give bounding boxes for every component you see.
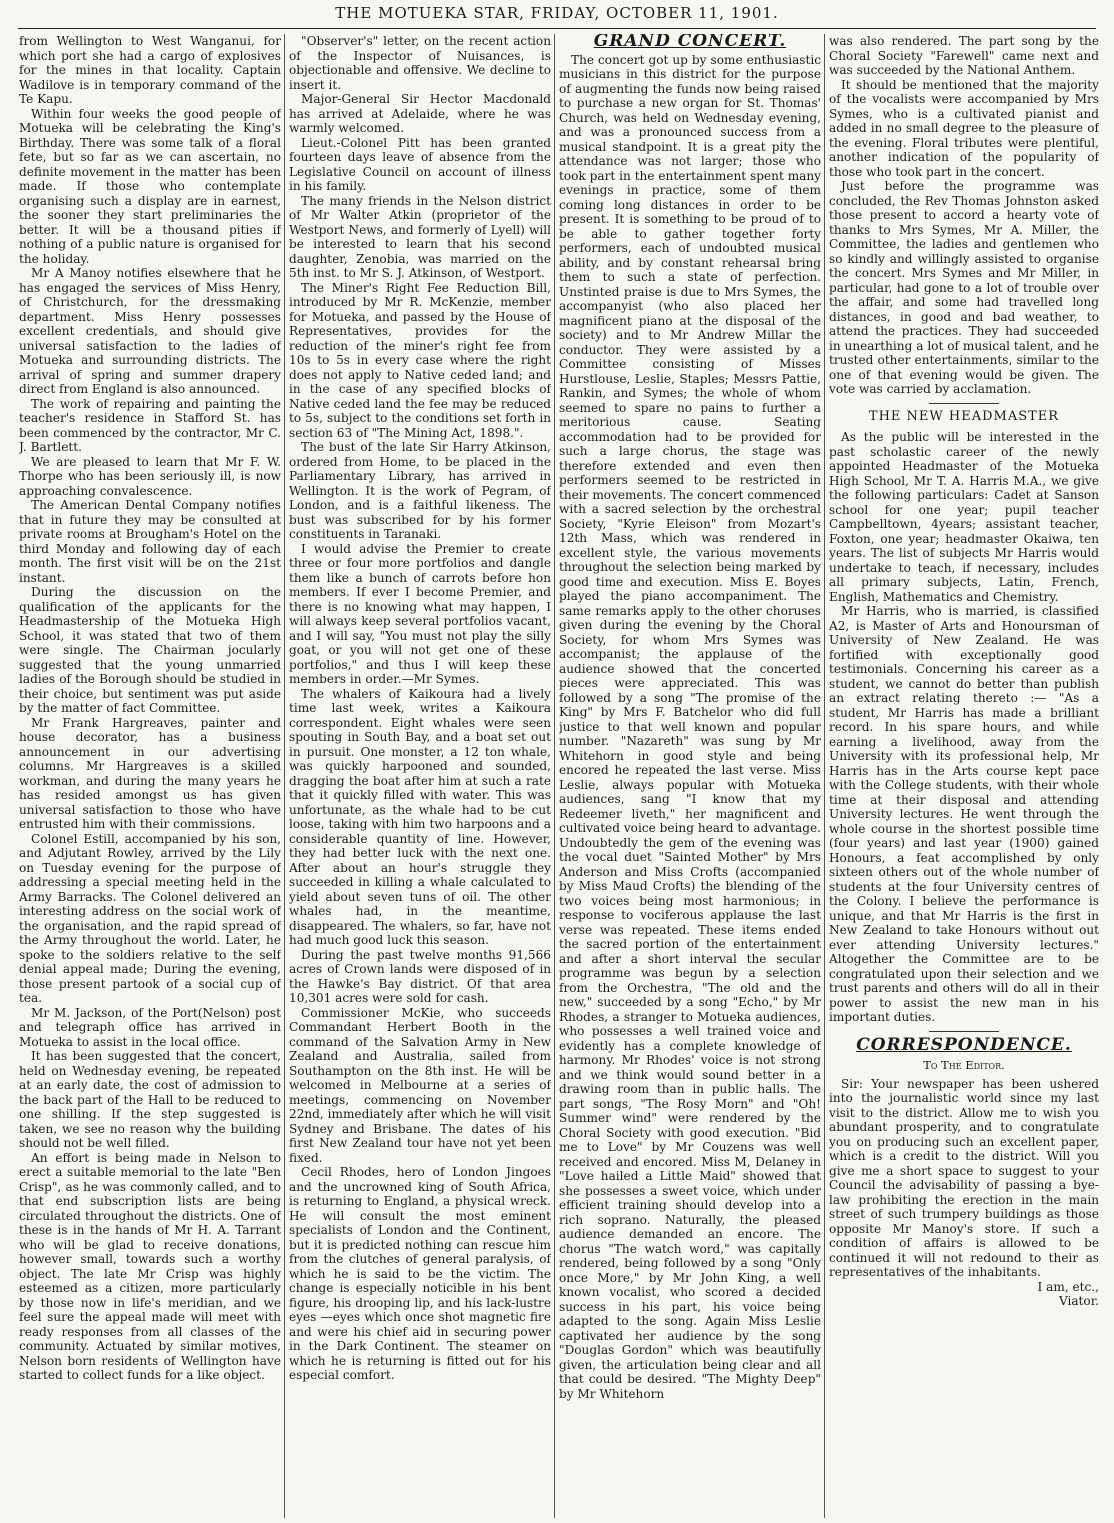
masthead: THE MOTUEKA STAR, FRIDAY, OCTOBER 11, 1901. (335, 4, 779, 22)
news-paragraph: Colonel Estill, accompanied by his son, and Adjutant Rowley, arrived by the Lily on Tuesday evening for the purpose of addressing a special meeting held in the Army Barracks. The Colonel delivered an interesting address on the social work of the organisation, and the rapid spread of the Army throughout the world. Later, he spoke to the soldiers relative to the self denial appeal made; During the evening, those present partook of a social cup of tea. (19, 831, 281, 1005)
news-paragraph: We are pleased to learn that Mr F. W. Thorpe who has been seriously ill, is now approaching convalescence. (19, 454, 281, 498)
column-divider (284, 34, 285, 1518)
letter-closing: I am, etc., (1037, 1279, 1099, 1294)
letter-signature: Viator. (1058, 1294, 1099, 1308)
news-paragraph: The many friends in the Nelson district of Mr Walter Atkin (proprietor of the Westport News, and formerly of Lyell) will be interested to learn that his second daughter, Zenobia, was married on the 5th inst. to Mr S. J. Atkinson, of Westport. (289, 193, 551, 280)
news-paragraph: from Wellington to West Wanganui, for which port she had a cargo of explosives for the mines in that locality. Captain Wadilove is in temporary command of the Te Kapu. (19, 34, 281, 106)
news-paragraph: The American Dental Company notifies that in future they may be consulted at private rooms at Brougham's Hotel on the third Monday and following day of each month. The first visit will be on the 21st instant. (19, 498, 281, 585)
correspondence-heading: CORRESPONDENCE. (856, 1034, 1072, 1055)
news-paragraph: Within four weeks the good people of Motueka will be celebrating the King's Birthday. There was some talk of a floral fete, but so far as we can ascertain, no definite movement in the matter has been made. If those who contemplate organising such a display are in earnest, the sooner they start preliminaries the better. It will be a thousand pities if nothing of a public nature is organised for the holiday. (19, 106, 281, 266)
column-1 (19, 34, 281, 1518)
news-paragraph: I would advise the Premier to create three or four more portfolios and dangle them like a bunch of carrots before hon members. If ever I become Premier, and there is no knowing what may happen, I will always keep several portfolios vacant, and I will say, "You must not play the silly goat, or you will not get one of these portfolios," and thus I will keep these members in order.—Mr Symes. (289, 541, 551, 686)
news-paragraph: Cecil Rhodes, hero of London Jingoes and the uncrowned king of South Africa, is returning to England, a physical wreck. He will consult the most eminent specialists of London and the Continent, but it is predicted nothing can rescue him from the clutches of general paralysis, of which he is said to be the victim. The change is especially noticible in his bent figure, his drooping lip, and his lack-lustre eyes —eyes which once shot magnetic fire and were his chief aid in securing power in the Dark Continent. The steamer on which he is returning is fitted out for his especial comfort. (289, 1165, 551, 1382)
headmaster-heading: THE NEW HEADMASTER (868, 408, 1060, 424)
news-paragraph: Major-General Sir Hector Macdonald has arrived at Adelaide, where he was warmly welcomed. (289, 92, 551, 135)
column-4 (829, 34, 1099, 1518)
headmaster-article: Mr Harris, who is married, is classified A2, is Master of Arts and Honoursman of University of New Zealand. He was fortified with exceptionally good testimonials. Concerning his career as a student, we cannot do better than publish an extract relating thereto :— "As a student, Mr Harris has made a brilliant record. In his spare hours, and while earning a livelihood, away from the University with its professional help, Mr Harris has in the Arts course kept pace with the College students, with their whole time at their disposal and attending University lectures. He went through the whole course in the shortest possible time (four years) and last year (1900) gained Honours, a feat accomplished by only sixteen others out of the whole number of students at the four University centres of the Colony. I believe the performance is unique, and that Mr Harris is the first in New Zealand to take Honours without out ever attending University lectures." Altogether the Committee are to be congratulated upon their selection and we trust parents and others will do all in their power to assist the new man in his important duties. (829, 604, 1099, 1024)
column-2 (289, 34, 551, 1518)
news-paragraph: Lieut.-Colonel Pitt has been granted fourteen days leave of absence from the Legislative Council on account of illness in his family. (289, 135, 551, 193)
news-paragraph: During the discussion on the qualification of the applicants for the Headmastership of the Motueka High School, it was stated that two of them were single. The Chairman jocularly suggested that the young unmarried ladies of the Borough should be studied in their choice, but sentiment was put aside by the matter of fact Committee. (19, 585, 281, 715)
news-paragraph: "Observer's" letter, on the recent action of the Inspector of Nuisances, is objectionable and offensive. We decline to insert it. (289, 34, 551, 92)
column-divider (824, 34, 825, 1518)
section-divider (929, 403, 999, 404)
column-divider (554, 34, 555, 1518)
concert-report-continued: Just before the programme was concluded, the Rev Thomas Johnston asked those present to accord a hearty vote of thanks to Mrs Symes, Mr A. Miller, the Committee, the ladies and gentlemen who so kindly and willingly assisted to organise the concert. Mrs Symes and Mr Miller, in particular, had gone to a lot of trouble over the affair, and some had travelled long distances, in good and bad weather, to attend the practices. They had succeeded in unearthing a lot of musical talent, and he trusted other entertainments, similar to the one of that evening would be given. The vote was carried by acclamation. (829, 179, 1099, 396)
news-paragraph: The bust of the late Sir Harry Atkinson, ordered from Home, to be placed in the Parliamentary Library, has arrived in Wellington. It is the work of Pegram, of London, and is a faithful likeness. The bust was subscribed for by his former constituents in Taranaki. (289, 440, 551, 541)
headmaster-article: As the public will be interested in the past scholastic career of the newly appointed Headmaster of the Motueka High School, Mr T. A. Harris M.A., we give the following particulars: Cadet at Sanson school for one year; pupil teacher Campbelltown, 4years; assistant teacher, Foxton, one year; headmaster Okaiwa, ten years. The list of subjects Mr Harris would undertake to teach, if necessary, includes all primary subjects, Latin, French, English, Mathematics and Chemistry. (829, 430, 1099, 604)
letter-salutation: To The Editor. (923, 1058, 1005, 1072)
news-paragraph: Mr Frank Hargreaves, painter and house decorator, has a business announcement in our advertising columns. Mr Hargreaves is a skilled workman, and during the many years he has resided amongst us has given universal satisfaction to those who have entrusted him with their commissions. (19, 715, 281, 831)
news-paragraph: Commissioner McKie, who succeeds Commandant Herbert Booth in the command of the Salvation Army in New Zealand and Australia, sailed from Southampton on the 8th inst. He will be welcomed in Melbourne at a series of meetings, commencing on November 22nd, immediately after which he will visit Sydney and Brisbane. The dates of his first New Zealand tour have not yet been fixed. (289, 1005, 551, 1165)
news-paragraph: Mr A Manoy notifies elsewhere that he has engaged the services of Miss Henry, of Christchurch, for the dressmaking department. Miss Henry possesses excellent credentials, and should give universal satisfaction to the ladies of Motueka and surrounding districts. The arrival of spring and summer drapery direct from England is also announced. (19, 266, 281, 396)
news-paragraph: The work of repairing and painting the teacher's residence in Stafford St. has been commenced by the contractor, Mr C. J. Bartlett. (19, 396, 281, 454)
news-paragraph: An effort is being made in Nelson to erect a suitable memorial to the late "Ben Crisp", as he was commonly called, and to that end subscription lists are being circulated throughout the districts. One of these is in the hands of Mr H. A. Tarrant who will be glad to receive donations, however small, towards such a worthy object. The late Mr Crisp was highly esteemed as a citizen, more particularly by those now in life's meridian, and we feel sure the appeal made will meet with ready responses from all classes of the community. Actuated by similar motives, Nelson born residents of Wellington have started to collect funds for a like object. (19, 1150, 281, 1382)
letter-body: Sir: Your newspaper has been ushered into the journalistic world since my last visit to the district. Allow me to wish you abundant prosperity, and to congratulate you on producing such an excellent paper, which is a credit to the district. Will you give me a short space to suggest to your Council the advisability of passing a bye-law prohibiting the erection in the main street of such trumpery buildings as those opposite Mr Manoy's store. If such a condition of affairs is allowed to be continued it will not redound to their as representatives of the inhabitants. (829, 1076, 1099, 1279)
news-paragraph: Mr M. Jackson, of the Port(Nelson) post and telegraph office has arrived in Motueka to assist in the local office. (19, 1005, 281, 1049)
news-paragraph: It has been suggested that the concert, held on Wednesday evening, be repeated at an early date, the cost of admission to the back part of the Hall to be reduced to one shilling. If the step suggested is taken, we see no reason why the building should not be well filled. (19, 1049, 281, 1150)
concert-report-continued: was also rendered. The part song by the Choral Society "Farewell" came next and was succeeded by the National Anthem. (829, 34, 1099, 77)
concert-report-continued: It should be mentioned that the majority of the vocalists were accompanied by Mrs Symes, who is a cultivated pianist and added in no small degree to the pleasure of the evening. Floral tributes were plentiful, another indication of the popularity of those who took part in the concert. (829, 77, 1099, 179)
news-paragraph: During the past twelve months 91,566 acres of Crown lands were disposed of in the Hawke's Bay district. Of that area 10,301 acres were sold for cash. (289, 947, 551, 1005)
column-3 (559, 34, 821, 1518)
news-paragraph: The Miner's Right Fee Reduction Bill, introduced by Mr R. McKenzie, member for Motueka, and passed by the House of Representatives, provides for the reduction of the miner's right fee from 10s to 5s in every case where the right does not apply to Native ceded land; and in the case of any specified blocks of Native ceded land the fee may be reduced to 5s, subject to the conditions set forth in section 63 of "The Mining Act, 1898.". (289, 280, 551, 440)
masthead-rule (18, 28, 1096, 29)
news-paragraph: The whalers of Kaikoura had a lively time last week, writes a Kaikoura correspondent. Eight whales were seen spouting in South Bay, and a boat set out in pursuit. One monster, a 12 ton whale, was quickly harpooned and sounded, dragging the boat after him at such a rate that it quickly filled with water. This was unfortunate, as the whale had to be cut loose, taking with him two harpoons and a considerable quantity of line. However, they had better luck with the next one. After about an hour's struggle they succeeded in killing a whale calculated to yield about seven tuns of oil. The other whales had, in the meantime, disappeared. The whalers, so far, have not had much good luck this season. (289, 686, 551, 947)
concert-report: The concert got up by some enthusiastic musicians in this district for the purpose of augmenting the funds now being raised to purchase a new organ for St. Thomas' Church, was held on Wednesday evening, and was a pronounced success from a musical standpoint. It is a great pity the attendance was not larger; those who took part in the entertainment spent many evenings in practice, some of them coming long distances in order to be present. It is something to be proud of to be able to gather together forty performers, each of undoubted musical ability, and by constant rehearsal bring them to such a state of perfection. Unstinted praise is due to Mrs Symes, the accompanyist (who also placed her magnificent piano at the disposal of the society) and to Mr Andrew Millar the conductor. They were assisted by a Committee consisting of Misses Hurstlouse, Leslie, Staples; Messrs Pattie, Rankin, and Symes; the whole of whom seemed to spare no pains to further a meritorious cause. Seating accommodation had to be provided for such a large chorus, the stage was therefore extended and even then performers seemed to be restricted in their movements. The concert commenced with a sacred selection by the orchestral Society, "Kyrie Eleison" from Mozart's 12th Mass, which was rendered in excellent style, the various movements throughout the selection being marked by good time and execution. Miss E. Boyes played the piano accompaniment. The same remarks apply to the other choruses given during the evening by the Choral Society, for whom Mrs Symes was accompanist; the applause of the audience showed that the concerted pieces were appreciated. This was followed by a song "The promise of the King" by Mrs F. Batchelor who did full justice to that well known and popular number. "Nazareth" was sung by Mr Whitehorn in good style and being encored he repeated the last verse. Miss Leslie, always popular with Motueka audiences, sang "I know that my Redeemer liveth," her magnificent and cultivated voice being heard to advantage. Undoubtedly the gem of the evening was the vocal duet "Sainted Mother" by Mrs Anderson and Miss Crofts (accompanied by Miss Maud Crofts) the blending of the two voices being most harmonious; in response to vociferous applause the last verse was repeated. These items ended the sacred portion of the entertainment and after a short interval the secular programme was begun by a selection from the Orchestra, "The old and the new," succeeded by a song "Echo," by Mr Rhodes, a stranger to Motueka audiences, who possesses a well trained voice and evidently has a complete knowledge of harmony. Mr Rhodes' voice is not strong and we think would sound better in a drawing room than in public halls. The part songs, "The Rosy Morn" and "Oh! Summer wind" were rendered by the Choral Society with good execution. "Bid me to Love" by Mr Couzens was well received and encored. Miss M, Delaney in "Love hailed a Little Maid" showed that she possesses a sweet voice, which under efficient training should develop into a rich soprano. Naturally, the pleased audience demanded an encore. The chorus "The watch word," was capitally rendered, being followed by a song "Only once More," by Mr John King, a well known vocalist, who scored a decided success in his part, his voice being adapted to the song. Again Miss Leslie captivated her audience by the song "Douglas Gordon" which was beautifully given, the articulation being clear and all that could be desired. "The Mighty Deep" by Mr Whitehorn (559, 52, 821, 1401)
concert-heading: GRAND CONCERT. (593, 34, 787, 51)
section-divider (929, 1031, 999, 1032)
